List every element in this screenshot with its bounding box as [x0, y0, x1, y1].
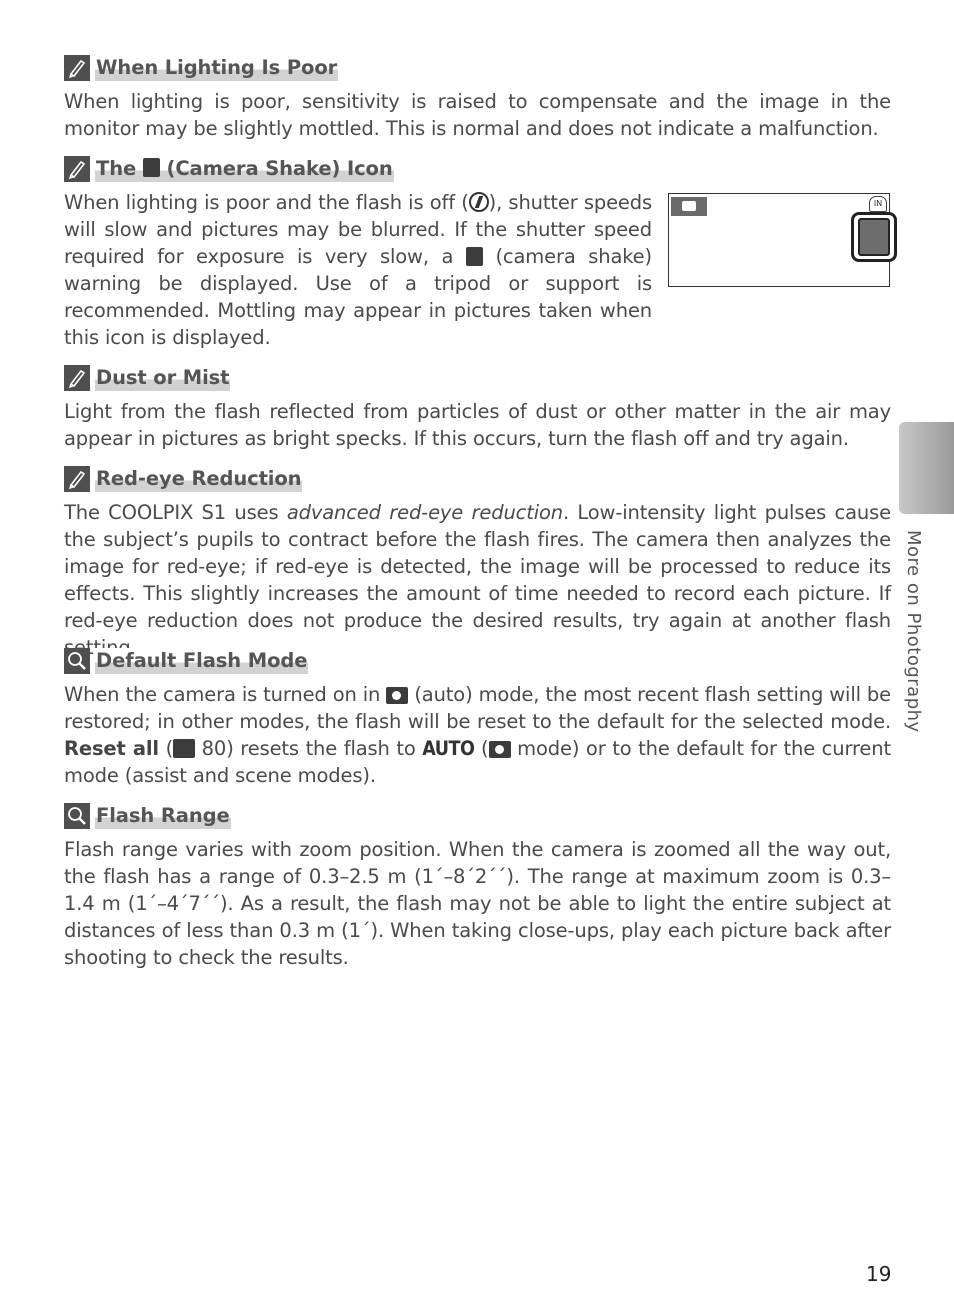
- section-body: When lighting is poor, sensitivity is raised to compensate and the image in the monitor may be slightly mottled. This is normal and does not indicate a malfunction.: [64, 90, 891, 140]
- camera-icon: [386, 687, 408, 704]
- section-title: Default Flash Mode: [96, 649, 308, 672]
- pencil-icon: [64, 156, 90, 182]
- body-text: . Low-intensity light pulses cause the subject’s pupils to contract before the flash fires. The camera then analyzes the image for red-eye; if red-eye is detected, the image will be processed to reduce its effects. This slightly increases the amount of time needed to record each picture. If red-eye reduction does not produce the desired results, try again at another flash: [64, 501, 891, 632]
- pencil-icon: [64, 55, 90, 81]
- body-text: (camera shake) warning be displayed. Use of a tripod or support is recommended. Mottling may appear in pictures taken when this icon is displayed.: [64, 245, 652, 349]
- magnifier-icon: [64, 803, 90, 829]
- section-body: [64, 681, 891, 789]
- section-redeye: [64, 466, 891, 661]
- section-heading: [64, 466, 891, 492]
- internal-memory-icon: IN: [869, 196, 887, 212]
- camera-shake-icon: [466, 247, 483, 266]
- section-flash-range: [64, 803, 891, 971]
- pencil-icon: [64, 365, 90, 391]
- chapter-label: More on Photography: [903, 530, 924, 733]
- camera-shake-icon: [143, 158, 160, 177]
- body-text: (auto) mode, the most recent flash setting will be restored; in other modes, the flash will be reset to the default for the selected mode.: [64, 683, 891, 733]
- pencil-icon: [64, 466, 90, 492]
- section-body: Light from the flash reflected from particles of dust or other matter in the air may appear in pictures as bright specks. If this occurs, turn the flash off and try again.: [64, 400, 891, 450]
- title-part: The: [96, 157, 143, 180]
- body-text: mode) or to the default for the current mode (assist and scene modes).: [64, 737, 891, 787]
- section-body: [64, 189, 652, 351]
- setup-menu-icon: [173, 739, 195, 758]
- monitor-illustration: [668, 193, 890, 287]
- reset-all-text: Reset all: [64, 737, 159, 760]
- chapter-tab: [899, 422, 954, 514]
- section-body: Flash range varies with zoom position. When the camera is zoomed all the way out, the flash has a range of 0.3–2.5 m (1´–8´2´´). The range at maximum zoom is 0.3–1.4 m (1´–4´7´´). As a result, the flash may not be able to light the entire subject at distances of less than 0.3 m (1´). When taking close-ups, play each picture back after shooting to check the results.: [64, 838, 891, 969]
- section-heading: [64, 803, 891, 829]
- section-title: When Lighting Is Poor: [96, 56, 338, 79]
- section-title: [95, 156, 394, 182]
- section-camera-shake: [64, 156, 652, 351]
- section-title: Red-eye Reduction: [96, 467, 302, 490]
- auto-label: AUTO: [422, 737, 475, 760]
- body-text: The COOLPIX S1 uses: [64, 501, 287, 524]
- magnifier-icon: [64, 648, 90, 674]
- section-title: Dust or Mist: [96, 366, 230, 389]
- section-heading: [64, 55, 891, 81]
- camera-mode-icon: [671, 197, 707, 216]
- page-number: 19: [866, 1262, 892, 1286]
- section-heading: [64, 156, 652, 182]
- camera-shake-warning-icon: [851, 212, 897, 262]
- section-heading: [64, 648, 891, 674]
- section-lighting: [64, 55, 891, 142]
- body-text: (: [158, 737, 174, 760]
- body-italic-text: advanced red-eye reduction: [286, 501, 563, 524]
- section-title: Flash Range: [96, 804, 230, 827]
- title-part: (Camera Shake) Icon: [159, 157, 393, 180]
- body-text: (: [474, 737, 489, 760]
- body-text: ), shutter speeds will slow and pictures may be blurred. If the shutter speed required for exposure is very slow, a: [64, 191, 653, 268]
- body-text: When the camera is turned on in: [64, 683, 387, 706]
- camera-icon: [489, 741, 511, 758]
- flash-off-icon: [469, 192, 489, 212]
- section-dust: [64, 365, 891, 452]
- body-text: When lighting is poor and the flash is off (: [64, 191, 469, 214]
- section-heading: [64, 365, 891, 391]
- section-body: [64, 499, 891, 661]
- body-text: 80) resets the flash to: [195, 737, 423, 760]
- section-default-flash: [64, 648, 891, 789]
